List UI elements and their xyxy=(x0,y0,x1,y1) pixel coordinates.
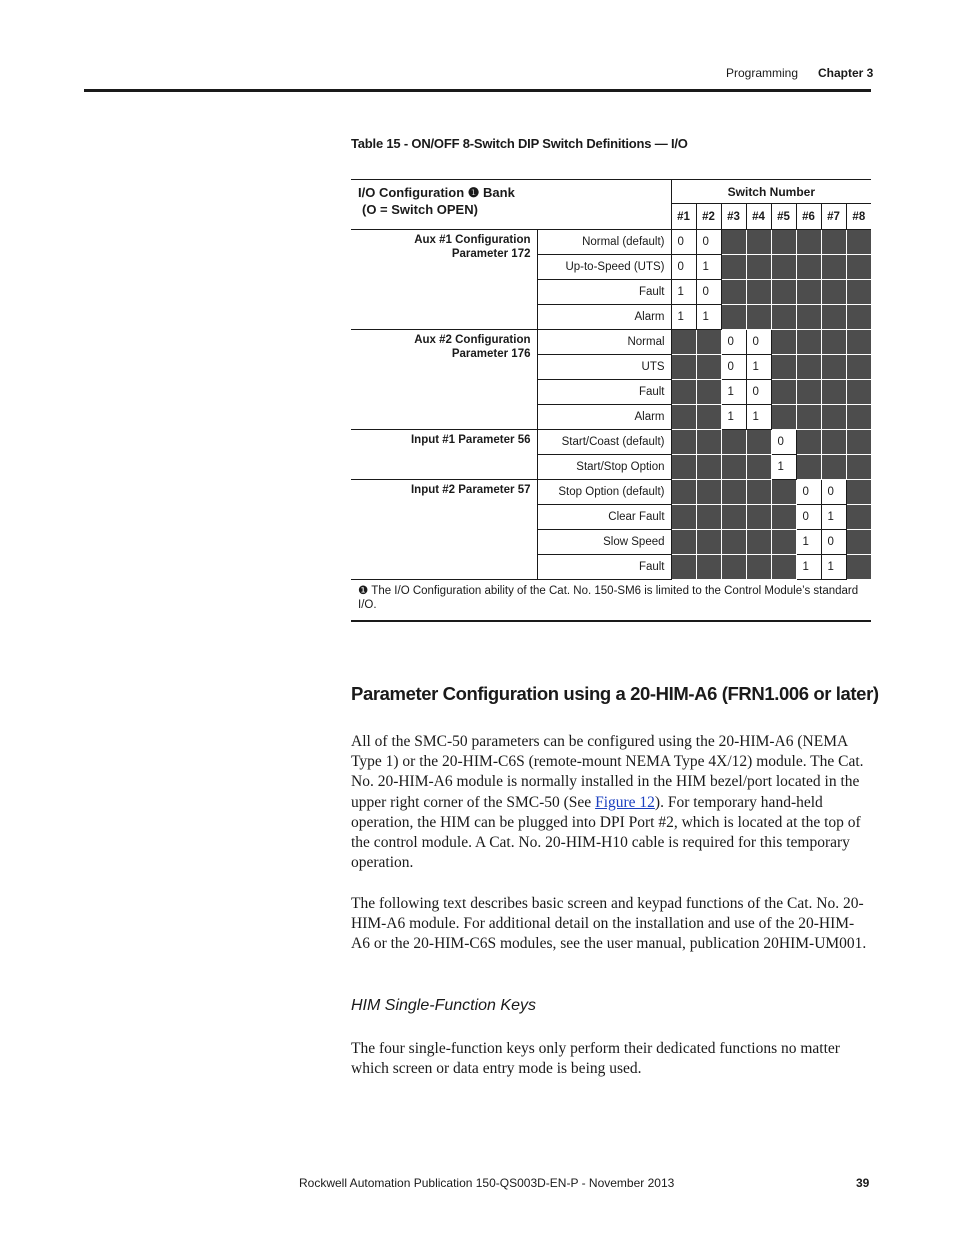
group-label xyxy=(351,480,537,580)
shaded-cell xyxy=(746,280,771,305)
shaded-cell xyxy=(796,230,821,255)
table-row xyxy=(351,330,871,355)
option-label: Fault xyxy=(537,280,671,305)
shaded-cell xyxy=(846,230,871,255)
shaded-cell xyxy=(746,305,771,330)
paragraph-keypad-functions: The following text describes basic screen and keypad functions of the Cat. No. 20-HIM-A6 module. For additional detail on the installation and use of the 20-HIM-A6 or the 20-HIM-C6S modules, see the user manual, publication 20HIM-UM001. xyxy=(351,895,867,953)
shaded-cell xyxy=(671,505,696,530)
shaded-cell xyxy=(671,355,696,380)
shaded-cell xyxy=(846,355,871,380)
shaded-cell xyxy=(696,330,721,355)
shaded-cell xyxy=(771,505,796,530)
shaded-cell xyxy=(771,555,796,580)
switch-number-header: Switch Number xyxy=(671,180,871,204)
shaded-cell xyxy=(696,355,721,380)
switch-value-cell: 1 xyxy=(671,280,696,305)
shaded-cell xyxy=(796,380,821,405)
shaded-cell xyxy=(721,530,746,555)
shaded-cell xyxy=(721,280,746,305)
section-heading: Parameter Configuration using a 20-HIM-A6 (FRN1.006 or later) xyxy=(351,683,879,704)
shaded-cell xyxy=(671,455,696,480)
switch-value-cell: 0 xyxy=(671,255,696,280)
switch-value-cell: 0 xyxy=(821,530,846,555)
option-label: Clear Fault xyxy=(537,505,671,530)
shaded-cell xyxy=(721,480,746,505)
shaded-cell xyxy=(846,380,871,405)
switch-value-cell: 1 xyxy=(771,455,796,480)
switch-value-cell: 1 xyxy=(721,405,746,430)
shaded-cell xyxy=(771,530,796,555)
shaded-cell xyxy=(771,405,796,430)
option-label: Start/Stop Option xyxy=(537,455,671,480)
shaded-cell xyxy=(746,455,771,480)
shaded-cell xyxy=(846,280,871,305)
switch-number-7: #7 xyxy=(821,204,846,230)
shaded-cell xyxy=(771,330,796,355)
shaded-cell xyxy=(821,455,846,480)
shaded-cell xyxy=(796,330,821,355)
switch-value-cell: 0 xyxy=(771,430,796,455)
group-label xyxy=(351,330,537,430)
shaded-cell xyxy=(696,555,721,580)
shaded-cell xyxy=(746,430,771,455)
config-bank-header xyxy=(351,180,671,230)
group-label xyxy=(351,230,537,330)
switch-value-cell: 1 xyxy=(746,355,771,380)
switch-value-cell: 1 xyxy=(721,380,746,405)
shaded-cell xyxy=(796,255,821,280)
shaded-cell xyxy=(796,355,821,380)
shaded-cell xyxy=(771,480,796,505)
footer-page-number: 39 xyxy=(856,1176,870,1190)
shaded-cell xyxy=(796,280,821,305)
shaded-cell xyxy=(746,505,771,530)
group-label-line2: Parameter 172 xyxy=(451,248,531,260)
config-header-line1: I/O Configuration ❶ Bank xyxy=(358,185,515,200)
switch-value-cell: 1 xyxy=(821,555,846,580)
shaded-cell xyxy=(696,480,721,505)
shaded-cell xyxy=(746,230,771,255)
dip-switch-table xyxy=(351,179,871,622)
figure-12-link[interactable]: Figure 12 xyxy=(595,793,655,811)
shaded-cell xyxy=(771,280,796,305)
option-label: Alarm xyxy=(537,305,671,330)
paragraph-him-intro xyxy=(351,732,873,873)
option-label: UTS xyxy=(537,355,671,380)
shaded-cell xyxy=(721,305,746,330)
shaded-cell xyxy=(846,455,871,480)
shaded-cell xyxy=(696,505,721,530)
shaded-cell xyxy=(821,380,846,405)
table-row xyxy=(351,230,871,255)
switch-value-cell: 0 xyxy=(796,480,821,505)
switch-number-6: #6 xyxy=(796,204,821,230)
shaded-cell xyxy=(696,405,721,430)
shaded-cell xyxy=(771,255,796,280)
shaded-cell xyxy=(821,330,846,355)
shaded-cell xyxy=(771,380,796,405)
option-label: Slow Speed xyxy=(537,530,671,555)
subheading-single-function-keys: HIM Single-Function Keys xyxy=(351,997,536,1014)
shaded-cell xyxy=(721,430,746,455)
switch-value-cell: 0 xyxy=(796,505,821,530)
option-label: Normal xyxy=(537,330,671,355)
config-header-line2: (O = Switch OPEN) xyxy=(362,202,478,217)
table-row xyxy=(351,430,871,455)
shaded-cell xyxy=(671,530,696,555)
shaded-cell xyxy=(671,480,696,505)
shaded-cell xyxy=(796,305,821,330)
shaded-cell xyxy=(721,505,746,530)
shaded-cell xyxy=(671,380,696,405)
shaded-cell xyxy=(771,230,796,255)
paragraph-single-function-keys: The four single-function keys only perform their dedicated functions no matter which screen or data entry mode is being used. xyxy=(351,1040,840,1078)
table-footnote: ❶ The I/O Configuration ability of the Cat. No. 150-SM6 is limited to the Control Module’s standard I/O. xyxy=(351,580,871,622)
shaded-cell xyxy=(821,280,846,305)
shaded-cell xyxy=(796,455,821,480)
shaded-cell xyxy=(746,555,771,580)
shaded-cell xyxy=(846,505,871,530)
shaded-cell xyxy=(671,555,696,580)
footer-publication: Rockwell Automation Publication 150-QS003D-EN-P - November 2013 xyxy=(299,1176,675,1190)
switch-value-cell: 0 xyxy=(721,330,746,355)
switch-number-3: #3 xyxy=(721,204,746,230)
shaded-cell xyxy=(671,405,696,430)
shaded-cell xyxy=(846,530,871,555)
switch-value-cell: 1 xyxy=(821,505,846,530)
switch-value-cell: 0 xyxy=(746,380,771,405)
switch-value-cell: 0 xyxy=(821,480,846,505)
header-section: Programming xyxy=(726,66,799,80)
header-chapter: Chapter 3 xyxy=(818,66,874,80)
group-label xyxy=(351,430,537,480)
switch-number-8: #8 xyxy=(846,204,871,230)
shaded-cell xyxy=(721,255,746,280)
option-label: Fault xyxy=(537,380,671,405)
switch-value-cell: 0 xyxy=(671,230,696,255)
switch-value-cell: 1 xyxy=(796,530,821,555)
shaded-cell xyxy=(846,330,871,355)
shaded-cell xyxy=(821,230,846,255)
shaded-cell xyxy=(771,355,796,380)
shaded-cell xyxy=(821,355,846,380)
option-label: Up-to-Speed (UTS) xyxy=(537,255,671,280)
option-label: Normal (default) xyxy=(537,230,671,255)
shaded-cell xyxy=(696,455,721,480)
shaded-cell xyxy=(846,555,871,580)
shaded-cell xyxy=(796,405,821,430)
shaded-cell xyxy=(696,380,721,405)
shaded-cell xyxy=(696,430,721,455)
shaded-cell xyxy=(821,255,846,280)
group-label-line1: Aux #2 Configuration xyxy=(414,334,531,346)
shaded-cell xyxy=(821,405,846,430)
shaded-cell xyxy=(796,430,821,455)
shaded-cell xyxy=(746,480,771,505)
switch-value-cell: 1 xyxy=(796,555,821,580)
shaded-cell xyxy=(746,530,771,555)
group-label-line1: Aux #1 Configuration xyxy=(414,234,531,246)
switch-value-cell: 0 xyxy=(721,355,746,380)
shaded-cell xyxy=(821,430,846,455)
group-label-line1: Input #1 Parameter 56 xyxy=(410,434,531,446)
switch-value-cell: 1 xyxy=(696,255,721,280)
shaded-cell xyxy=(746,255,771,280)
shaded-cell xyxy=(846,405,871,430)
paragraph1-text-a: All of the SMC-50 parameters can be configured using the 20-HIM-A6 (NEMA Type 1) or the 20-HIM-C6S (remote-mount NEMA Type 4X/12) module. The Cat. No. 20-HIM-A6 module is normally installed in the HIM bezel/port located in the upper right corner of the SMC-50 (See xyxy=(351,733,864,811)
paragraph1-text-b: ). For temporary hand-held operation, the HIM can be plugged into DPI Port #2, which is located at the top of the control module. A Cat. No. 20-HIM-H10 cable is required for this temporary operation. xyxy=(351,793,861,872)
shaded-cell xyxy=(846,430,871,455)
switch-value-cell: 1 xyxy=(746,405,771,430)
shaded-cell xyxy=(671,430,696,455)
shaded-cell xyxy=(671,330,696,355)
header-rule xyxy=(84,89,871,92)
shaded-cell xyxy=(771,305,796,330)
switch-value-cell: 0 xyxy=(696,230,721,255)
shaded-cell xyxy=(721,555,746,580)
shaded-cell xyxy=(721,230,746,255)
switch-value-cell: 0 xyxy=(696,280,721,305)
switch-value-cell: 1 xyxy=(671,305,696,330)
shaded-cell xyxy=(846,480,871,505)
shaded-cell xyxy=(846,255,871,280)
group-label-line2: Parameter 176 xyxy=(451,348,531,360)
shaded-cell xyxy=(721,455,746,480)
option-label: Stop Option (default) xyxy=(537,480,671,505)
switch-value-cell: 1 xyxy=(696,305,721,330)
switch-number-1: #1 xyxy=(671,204,696,230)
switch-number-2: #2 xyxy=(696,204,721,230)
shaded-cell xyxy=(696,530,721,555)
shaded-cell xyxy=(846,305,871,330)
dip-table-body xyxy=(351,230,871,580)
switch-value-cell: 0 xyxy=(746,330,771,355)
option-label: Start/Coast (default) xyxy=(537,430,671,455)
option-label: Fault xyxy=(537,555,671,580)
group-label-line1: Input #2 Parameter 57 xyxy=(410,484,531,496)
table-caption: Table 15 - ON/OFF 8-Switch DIP Switch Definitions — I/O xyxy=(351,136,688,151)
switch-number-4: #4 xyxy=(746,204,771,230)
option-label: Alarm xyxy=(537,405,671,430)
switch-number-5: #5 xyxy=(771,204,796,230)
shaded-cell xyxy=(821,305,846,330)
table-row xyxy=(351,480,871,505)
